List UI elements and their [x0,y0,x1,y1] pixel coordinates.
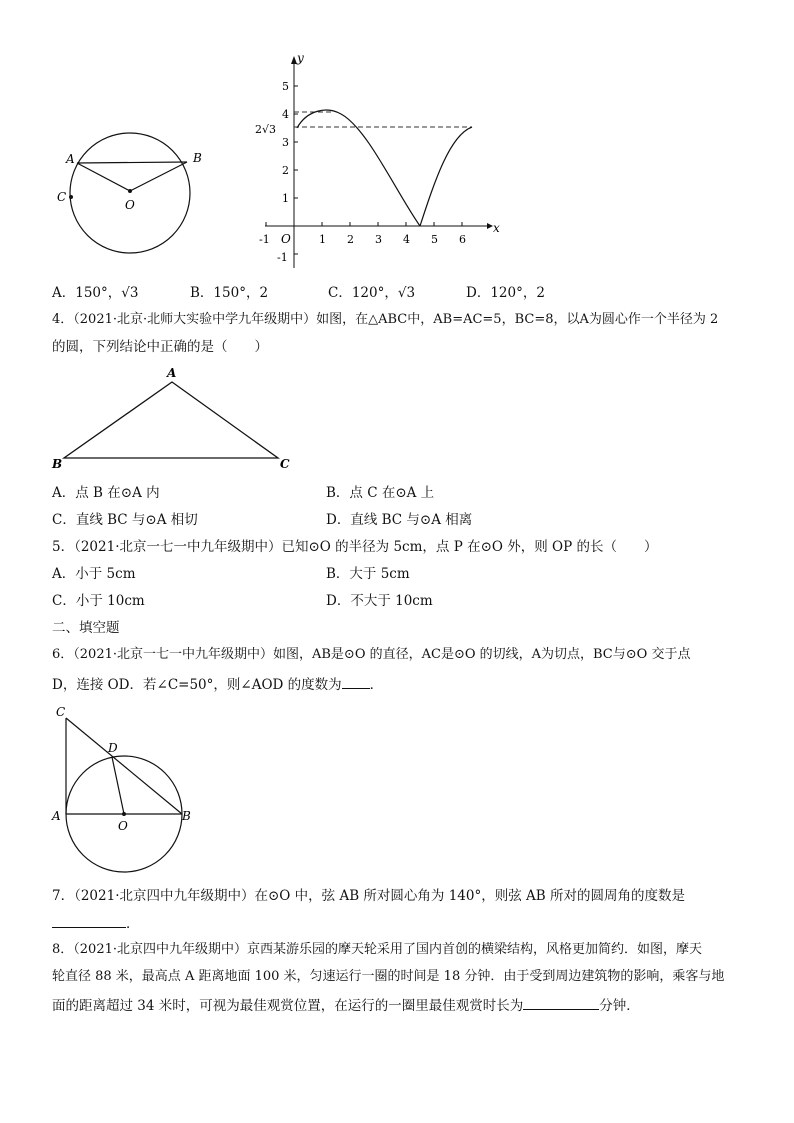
q6-label-d: D [108,741,118,755]
q7-stem-line2-end: ． [126,916,140,932]
q5-option-d-text: 不大于 10cm [350,593,433,609]
label-b: B [193,151,202,165]
q6-stem-line2 [52,674,383,695]
q4-option-a-text: 点 B 在⊙A 内 [75,485,160,501]
q5-option-a-key: A． [52,566,76,582]
q6-label-c: C [56,705,66,719]
origin-label: O [281,232,291,246]
q5-option-c[interactable] [52,591,145,611]
curve-rise [420,127,472,226]
q4-option-c-text: 直线 BC 与⊙A 相切 [75,512,198,528]
y-tick-1: 1 [282,192,289,205]
q3-option-c-key: C． [328,285,352,301]
q8-stem-line3 [52,995,640,1016]
q6-stem-line2-text: D，连接 OD．若∠C=50°，则∠AOD 的度数为 [52,677,342,693]
q7-stem-line1: 7．（2021·北京四中九年级期中）在⊙O 中，弦 AB 所对圆心角为 140°，则弦 AB 所对的圆周角的度数是 [52,888,685,904]
q5-option-b-key: B． [326,566,350,582]
q7-stem-line2 [52,913,140,934]
q3-option-a[interactable] [52,283,138,303]
q5-stem-line1: 5．（2021·北京一七一中九年级期中）已知⊙O 的半径为 5cm，点 P 在⊙O 外，则 OP 的长（ ） [52,539,658,555]
x-tick-2: 2 [347,233,354,246]
q8-stem-line2: 轮直径 88 米，最高点 A 距离地面 100 米，匀速运行一圈的时间是 18 分钟．由于受到周边建筑物的影响，乘客与地 [52,969,725,984]
x-axis-label: x [493,221,500,235]
y-tick-3: 3 [282,136,289,149]
q7-answer-blank[interactable] [52,913,126,928]
q3-option-d[interactable] [466,283,545,303]
x-tick-4: 4 [403,233,410,246]
q4-option-c[interactable] [52,510,198,530]
q6-label-o: O [118,819,128,833]
x-tick-neg1: -1 [259,233,270,246]
q3-option-c-text: 120°，√3 [351,285,416,301]
q6-stem-line1: 6．（2021·北京一七一中九年级期中）如图，AB是⊙O 的直径，AC是⊙O 的切线，A为切点，BC与⊙O 交于点 [52,647,691,662]
y-tick-5: 5 [282,80,289,93]
q3-option-a-text: 150°，√3 [75,285,139,301]
triangle-figure [50,362,300,472]
q5-option-a-text: 小于 5cm [75,566,136,582]
line-cb [66,718,182,814]
q3-option-d-text: 120°，2 [490,285,545,301]
q3-option-b-key: B． [190,285,214,301]
q4-option-d-text: 直线 BC 与⊙A 相离 [350,512,473,528]
q8-stem-line1: 8．（2021·北京四中九年级期中）京西某游乐园的摩天轮采用了国内首创的横梁结构，风格更加简约．如图，摩天 [52,942,702,957]
q6-stem-line2-end: ． [369,677,384,693]
label-c: C [57,190,67,204]
x-tick-1: 1 [319,233,326,246]
q4-option-a[interactable] [52,483,160,503]
q5-option-d-key: D． [326,593,351,609]
center-dot-q6 [122,812,126,816]
q3-option-d-key: D． [466,285,491,301]
q4-option-b-text: 点 C 在⊙A 上 [349,485,435,501]
q8-stem-line3-text: 面的距离超过 34 米时，可视为最佳观赏位置，在运行的一圈里最佳观赏时长为 [52,998,524,1014]
radius-oa [77,163,130,191]
tri-label-c: C [280,457,290,471]
circle-chord-figure [55,95,215,265]
q4-option-c-key: C． [52,512,76,528]
y-tick-4: 4 [282,108,289,121]
x-tick-6: 6 [459,233,466,246]
q4-option-b-key: B． [326,485,350,501]
label-o: O [125,198,135,212]
q5-option-b-text: 大于 5cm [349,566,410,582]
tri-label-b: B [52,457,63,471]
y-tick-2sqrt3: 2√3 [255,123,277,136]
y-tick-2: 2 [282,164,289,177]
q8-stem-line3-end: 分钟． [599,998,640,1014]
center-dot [128,189,132,193]
x-tick-5: 5 [431,233,438,246]
q6-answer-blank[interactable] [342,674,370,689]
q6-label-a: A [52,809,61,823]
q5-option-b[interactable] [326,564,410,584]
q3-option-b[interactable] [190,283,268,303]
q4-stem-line2: 的圆，下列结论中正确的是（ ） [52,339,268,355]
x-tick-3: 3 [375,233,382,246]
q5-option-c-key: C． [52,593,76,609]
q4-option-b[interactable] [326,483,434,503]
circle-tangent-figure [48,702,208,877]
triangle-abc [64,382,278,458]
q8-answer-blank[interactable] [523,995,599,1010]
q3-option-b-text: 150°，2 [213,285,269,301]
q3-option-a-key: A． [52,285,76,301]
radius-ob [130,162,187,191]
function-graph-figure [245,50,515,270]
segment-od [112,757,124,814]
q5-option-a[interactable] [52,564,136,584]
q5-option-c-text: 小于 10cm [75,593,145,609]
q5-option-d[interactable] [326,591,433,611]
y-tick-neg1: -1 [277,251,288,264]
section-title-fill-in: 二、填空题 [52,620,120,636]
label-a: A [66,152,75,166]
q4-option-d[interactable] [326,510,472,530]
chord-ab [77,162,187,163]
y-axis-label: y [297,51,304,65]
q3-option-c[interactable] [328,283,415,303]
tri-label-a: A [167,366,177,380]
q6-label-b: B [182,809,191,823]
q4-option-a-key: A． [52,485,76,501]
point-c-dot [69,195,73,199]
q4-stem-line1: 4．（2021·北京·北师大实验中学九年级期中）如图，在△ABC中，AB=AC=5，BC=8，以A为圆心作一个半径为 2 [52,312,719,327]
q4-option-d-key: D． [326,512,351,528]
